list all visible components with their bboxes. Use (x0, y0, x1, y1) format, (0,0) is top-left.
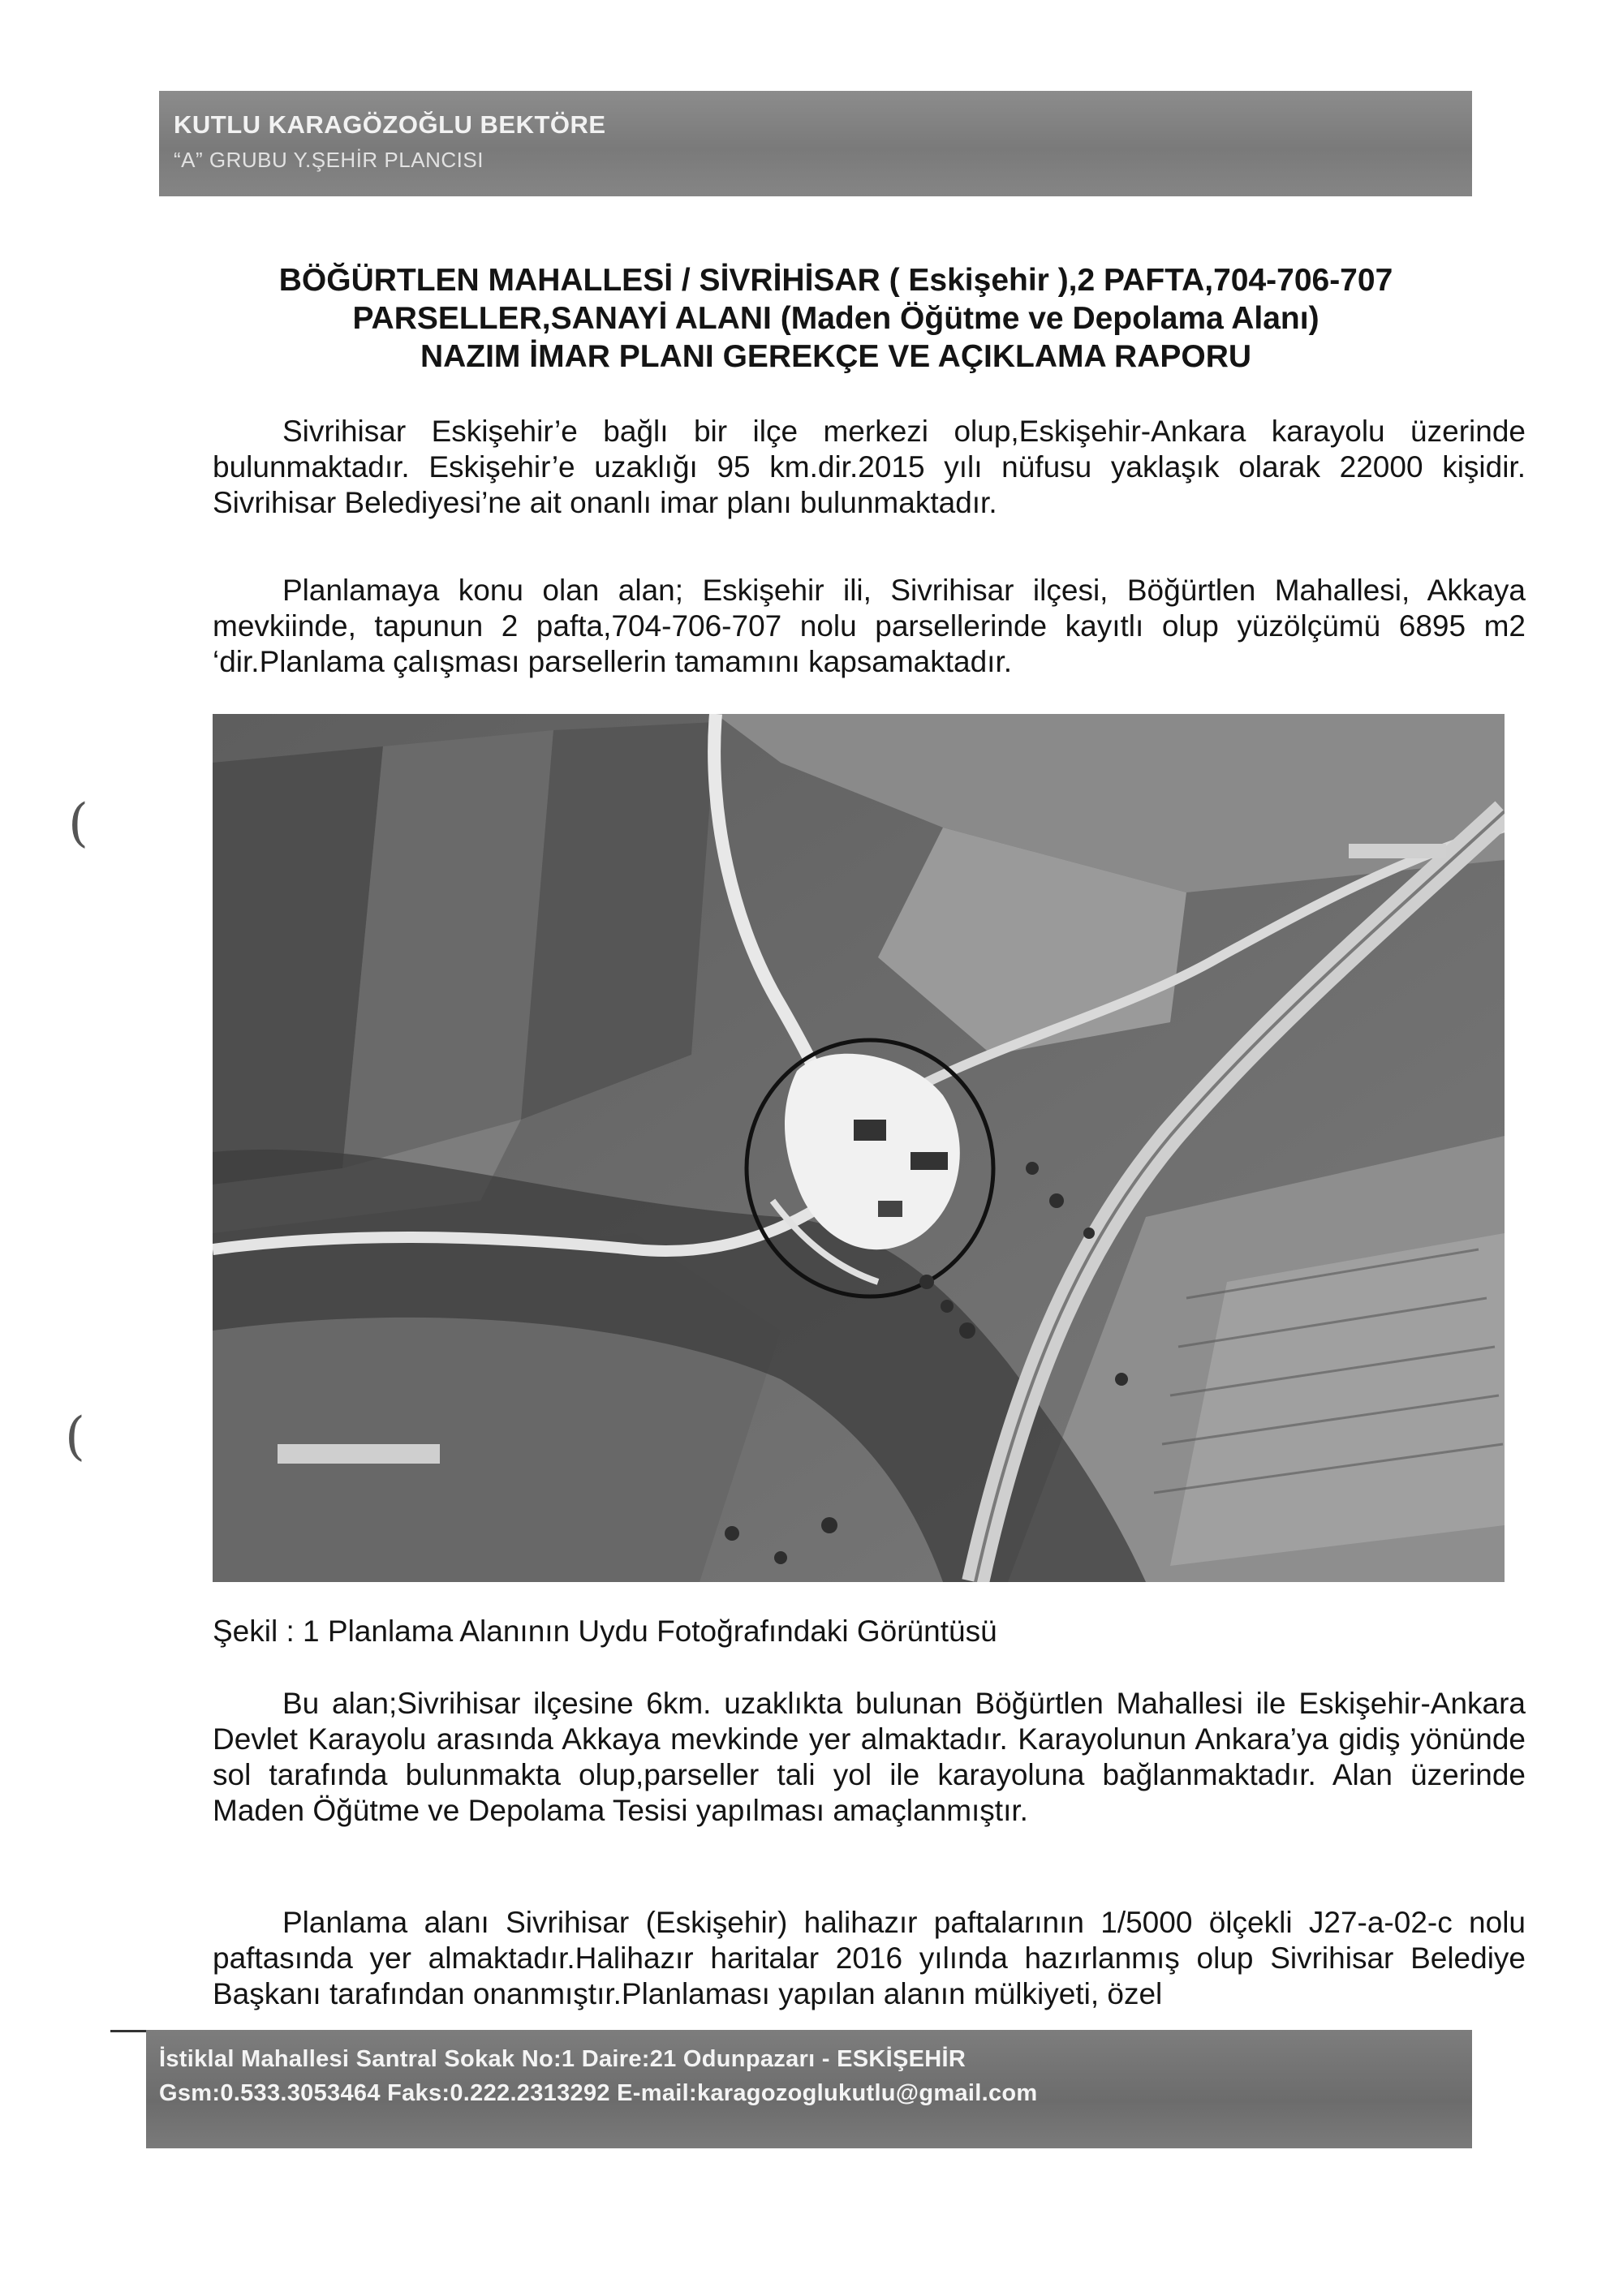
footer-contact: Gsm:0.533.3053464 Faks:0.222.2313292 E-mail:karagozoglukutlu@gmail.com (159, 2080, 1038, 2106)
report-title (243, 261, 1428, 376)
figure-caption: Şekil : 1 Planlama Alanının Uydu Fotoğrafındaki Görüntüsü (213, 1615, 997, 1648)
footer-band (146, 2030, 1472, 2148)
title-line-3: NAZIM İMAR PLANI GEREKÇE VE AÇIKLAMA RAPORU (420, 339, 1252, 374)
paragraph-location-text: Sivrihisar Eskişehir’e bağlı bir ilçe merkezi olup,Eskişehir-Ankara karayolu üzerinde bulunmaktadır. Eskişehir’e uzaklığı 95 km.dir.2015 yılı nüfusu yaklaşık olarak 22000 kişidir. Sivrihisar Belediyesi’ne ait onanlı imar planı bulunmaktadır. (213, 415, 1526, 519)
planner-role: “A” GRUBU Y.ŞEHİR PLANCISI (174, 148, 484, 172)
paragraph-maps (213, 1905, 1526, 2012)
planner-name: KUTLU KARAGÖZOĞLU BEKTÖRE (174, 110, 606, 139)
paragraph-maps-text: Planlama alanı Sivrihisar (Eskişehir) halihazır paftalarının 1/5000 ölçekli J27-a-02-c nolu paftasında yer almaktadır.Halihazır haritalar 2016 yılında hazırlanmış olup Sivrihisar Belediye Başkanı tarafından onanmıştır.Planlaması yapılan alanın mülkiyeti, özel (213, 1906, 1526, 2010)
paragraph-parcels (213, 573, 1526, 680)
satellite-photo (213, 714, 1505, 1582)
paragraph-location (213, 414, 1526, 521)
title-line-2: PARSELLER,SANAYİ ALANI (Maden Öğütme ve Depolama Alanı) (352, 301, 1319, 336)
binding-mark-icon: ( (68, 793, 88, 853)
satellite-photo-drawing (213, 714, 1505, 1582)
paragraph-site-text: Bu alan;Sivrihisar ilçesine 6km. uzaklıkta bulunan Böğürtlen Mahallesi ile Eskişehir-Ankara Devlet Karayolu arasında Akkaya mevkinde yer almaktadır. Karayolunun Ankara’ya gidiş yönünde sol tarafında bulunmakta olup,parseller tali yol ile karayoluna bağlanmaktadır. Alan üzerinde Maden Öğütme ve Depolama Tesisi yapılması amaçlanmıştır. (213, 1687, 1526, 1827)
footer-address: İstiklal Mahallesi Santral Sokak No:1 Daire:21 Odunpazarı - ESKİŞEHİR (159, 2046, 966, 2072)
letterhead-band (159, 91, 1472, 196)
paragraph-site (213, 1686, 1526, 1829)
paragraph-parcels-text: Planlamaya konu olan alan; Eskişehir ili, Sivrihisar ilçesi, Böğürtlen Mahallesi, Akkaya mevkiinde, tapunun 2 pafta,704-706-707 nolu parsellerinde kayıtlı olup yüzölçümü 6895 m2 ‘dir.Planlama çalışması parsellerin tamamını kapsamaktadır. (213, 574, 1526, 678)
binding-mark-icon: ( (65, 1407, 85, 1467)
title-line-1: BÖĞÜRTLEN MAHALLESİ / SİVRİHİSAR ( Eskişehir ),2 PAFTA,704-706-707 (278, 263, 1393, 298)
